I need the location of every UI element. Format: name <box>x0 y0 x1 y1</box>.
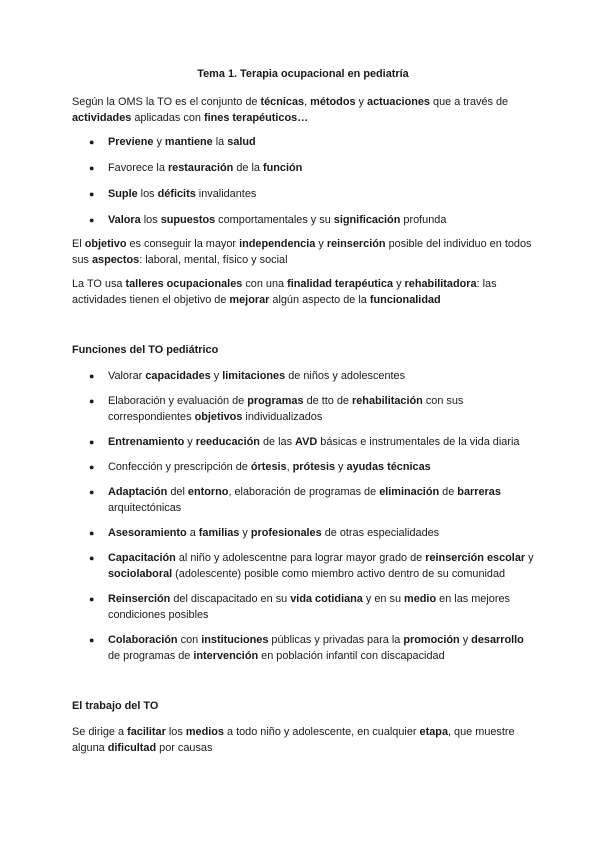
intro-bullet-list-bold-term: Previene <box>108 136 154 148</box>
functions-bullet-list-bold-term: barreras <box>457 486 501 498</box>
list-item <box>72 368 534 384</box>
list-item <box>72 632 534 664</box>
bullet-icon: ● <box>89 396 95 406</box>
functions-bullet-list-bold-term: limitaciones <box>222 370 286 382</box>
functions-heading: Funciones del TO pediátrico <box>72 344 219 356</box>
intro-paragraph-bold-term: técnicas <box>260 96 305 108</box>
functions-bullet-list-bold-term: Colaboración <box>108 634 178 646</box>
functions-bullet-list-bold-term: capacidades <box>145 370 211 382</box>
intro-bullet-list-bold-term: mantiene <box>164 136 213 148</box>
objective-paragraph-bold-term: reinserción <box>326 238 386 250</box>
functions-bullet-list-bold-term: Capacitación <box>108 552 176 564</box>
list-item-text: Colaboración con instituciones públicas y privadas para la promoción y desarrollo de programas de intervención en población infantil con discapacidad <box>108 634 524 662</box>
functions-bullet-list-bold-term: objetivos <box>194 411 243 423</box>
work-paragraph: Se dirige a facilitar los medios a todo niño y adolescente, en cualquier etapa, que muestre alguna dificultad por causas <box>72 726 515 754</box>
bullet-icon: ● <box>89 635 95 645</box>
bullet-icon: ● <box>89 189 95 199</box>
intro-bullet-list-bold-term: restauración <box>167 162 234 174</box>
document-title: Tema 1. Terapia ocupacional en pediatría <box>197 68 409 80</box>
list-item-text: Confección y prescripción de órtesis, prótesis y ayudas técnicas <box>108 461 431 473</box>
workshops-paragraph: La TO usa talleres ocupacionales con una finalidad terapéutica y rehabilitadora: las actividades tienen el objetivo de mejorar algún aspecto de la funcionalidad <box>72 278 497 306</box>
functions-bullet-list-bold-term: vida cotidiana <box>290 593 363 605</box>
intro-bullet-list-bold-term: función <box>262 162 303 174</box>
intro-bullet-list-bold-term: Suple <box>108 188 138 200</box>
list-item <box>72 550 534 582</box>
functions-bullet-list-bold-term: Reinserción <box>108 593 171 605</box>
intro-bullet-list-bold-term: significación <box>333 214 401 226</box>
functions-bullet-list-bold-term: Entrenamiento <box>108 436 185 448</box>
functions-bullet-list-bold-term: eliminación <box>379 486 440 498</box>
intro-paragraph-bold-term: métodos <box>310 96 356 108</box>
work-paragraph-bold-term: medios <box>185 726 224 738</box>
list-item-text: Entrenamiento y reeducación de las AVD básicas e instrumentales de la vida diaria <box>108 436 520 448</box>
functions-bullet-list-bold-term: intervención <box>193 650 259 662</box>
list-item-text: Elaboración y evaluación de programas de tto de rehabilitación con sus correspondientes objetivos individualizados <box>108 395 464 423</box>
list-item-text: Capacitación al niño y adolescentne para lograr mayor grado de reinserción escolar y sociolaboral (adolescente) posible como miembro activo dentro de su comunidad <box>108 552 534 580</box>
list-item-text: Valorar capacidades y limitaciones de niños y adolescentes <box>108 370 406 382</box>
bullet-icon: ● <box>89 528 95 538</box>
work-paragraph-bold-term: facilitar <box>127 726 166 738</box>
intro-paragraph-bold-term: fines terapéuticos… <box>203 112 309 124</box>
workshops-paragraph-bold-term: finalidad terapéutica <box>287 278 394 290</box>
intro-bullet-list <box>72 134 534 228</box>
work-heading: El trabajo del TO <box>72 700 159 712</box>
functions-bullet-list-bold-term: sociolaboral <box>108 568 173 580</box>
intro-bullet-list-bold-term: supuestos <box>160 214 216 226</box>
intro-paragraph: Según la OMS la TO es el conjunto de técnicas, métodos y actuaciones que a través de actividades aplicadas con fines terapéuticos… <box>72 96 509 124</box>
list-item-text: Previene y mantiene la salud <box>108 136 256 148</box>
intro-bullet-list-bold-term: salud <box>227 136 256 148</box>
workshops-paragraph-bold-term: talleres ocupacionales <box>125 278 243 290</box>
functions-bullet-list-bold-term: rehabilitación <box>352 395 423 407</box>
list-item <box>72 591 534 623</box>
list-item-text: Suple los déficits invalidantes <box>108 188 257 200</box>
bullet-icon: ● <box>89 163 95 173</box>
functions-bullet-list-bold-term: profesionales <box>250 527 322 539</box>
intro-paragraph-bold-term: actuaciones <box>367 96 430 108</box>
workshops-paragraph-bold-term: rehabilitadora <box>404 278 477 290</box>
list-item-text: Adaptación del entorno, elaboración de programas de eliminación de barreras arquitectónicas <box>108 486 501 514</box>
list-item <box>72 160 534 176</box>
functions-bullet-list <box>72 368 534 664</box>
intro-bullet-list-bold-term: déficits <box>157 188 196 200</box>
bullet-icon: ● <box>89 553 95 563</box>
objective-paragraph-bold-term: objetivo <box>84 238 127 250</box>
functions-bullet-list-bold-term: reinserción escolar <box>425 552 526 564</box>
list-item <box>72 134 534 150</box>
intro-bullet-list-bold-term: Valora <box>108 214 141 226</box>
bullet-icon: ● <box>89 137 95 147</box>
bullet-icon: ● <box>89 487 95 497</box>
functions-bullet-list-bold-term: prótesis <box>292 461 336 473</box>
objective-paragraph-bold-term: independencia <box>239 238 316 250</box>
functions-bullet-list-bold-term: AVD <box>295 436 318 448</box>
functions-bullet-list-bold-term: Adaptación <box>108 486 168 498</box>
list-item <box>72 525 534 541</box>
functions-bullet-list-bold-term: medio <box>404 593 437 605</box>
bullet-icon: ● <box>89 594 95 604</box>
work-paragraph-bold-term: dificultad <box>107 742 157 754</box>
functions-bullet-list-bold-term: programas <box>247 395 304 407</box>
list-item <box>72 186 534 202</box>
bullet-icon: ● <box>89 462 95 472</box>
functions-bullet-list-bold-term: Asesoramiento <box>108 527 187 539</box>
objective-paragraph-bold-term: aspectos <box>91 254 140 266</box>
list-item <box>72 393 534 425</box>
work-paragraph-bold-term: etapa <box>419 726 448 738</box>
functions-bullet-list-bold-term: entorno <box>187 486 229 498</box>
list-item <box>72 484 534 516</box>
bullet-icon: ● <box>89 437 95 447</box>
functions-bullet-list-bold-term: reeducación <box>195 436 260 448</box>
functions-bullet-list-bold-term: instituciones <box>201 634 269 646</box>
list-item-text: Asesoramiento a familias y profesionales de otras especialidades <box>108 527 440 539</box>
intro-paragraph-bold-term: actividades <box>72 112 132 124</box>
bullet-icon: ● <box>89 215 95 225</box>
document-page <box>72 66 534 764</box>
bullet-icon: ● <box>89 371 95 381</box>
list-item <box>72 459 534 475</box>
objective-paragraph: El objetivo es conseguir la mayor independencia y reinserción posible del individuo en todos sus aspectos: laboral, mental, físico y social <box>72 238 532 266</box>
list-item <box>72 212 534 228</box>
functions-bullet-list-bold-term: ayudas técnicas <box>346 461 431 473</box>
functions-bullet-list-bold-term: promoción <box>403 634 460 646</box>
list-item-text: Valora los supuestos comportamentales y su significación profunda <box>108 214 447 226</box>
functions-bullet-list-bold-term: órtesis <box>250 461 287 473</box>
functions-bullet-list-bold-term: desarrollo <box>471 634 524 646</box>
list-item-text: Favorece la restauración de la función <box>108 162 303 174</box>
functions-bullet-list-bold-term: familias <box>198 527 240 539</box>
list-item-text: Reinserción del discapacitado en su vida cotidiana y en su medio en las mejores condiciones posibles <box>108 593 510 621</box>
workshops-paragraph-bold-term: mejorar <box>229 294 270 306</box>
list-item <box>72 434 534 450</box>
workshops-paragraph-bold-term: funcionalidad <box>369 294 441 306</box>
